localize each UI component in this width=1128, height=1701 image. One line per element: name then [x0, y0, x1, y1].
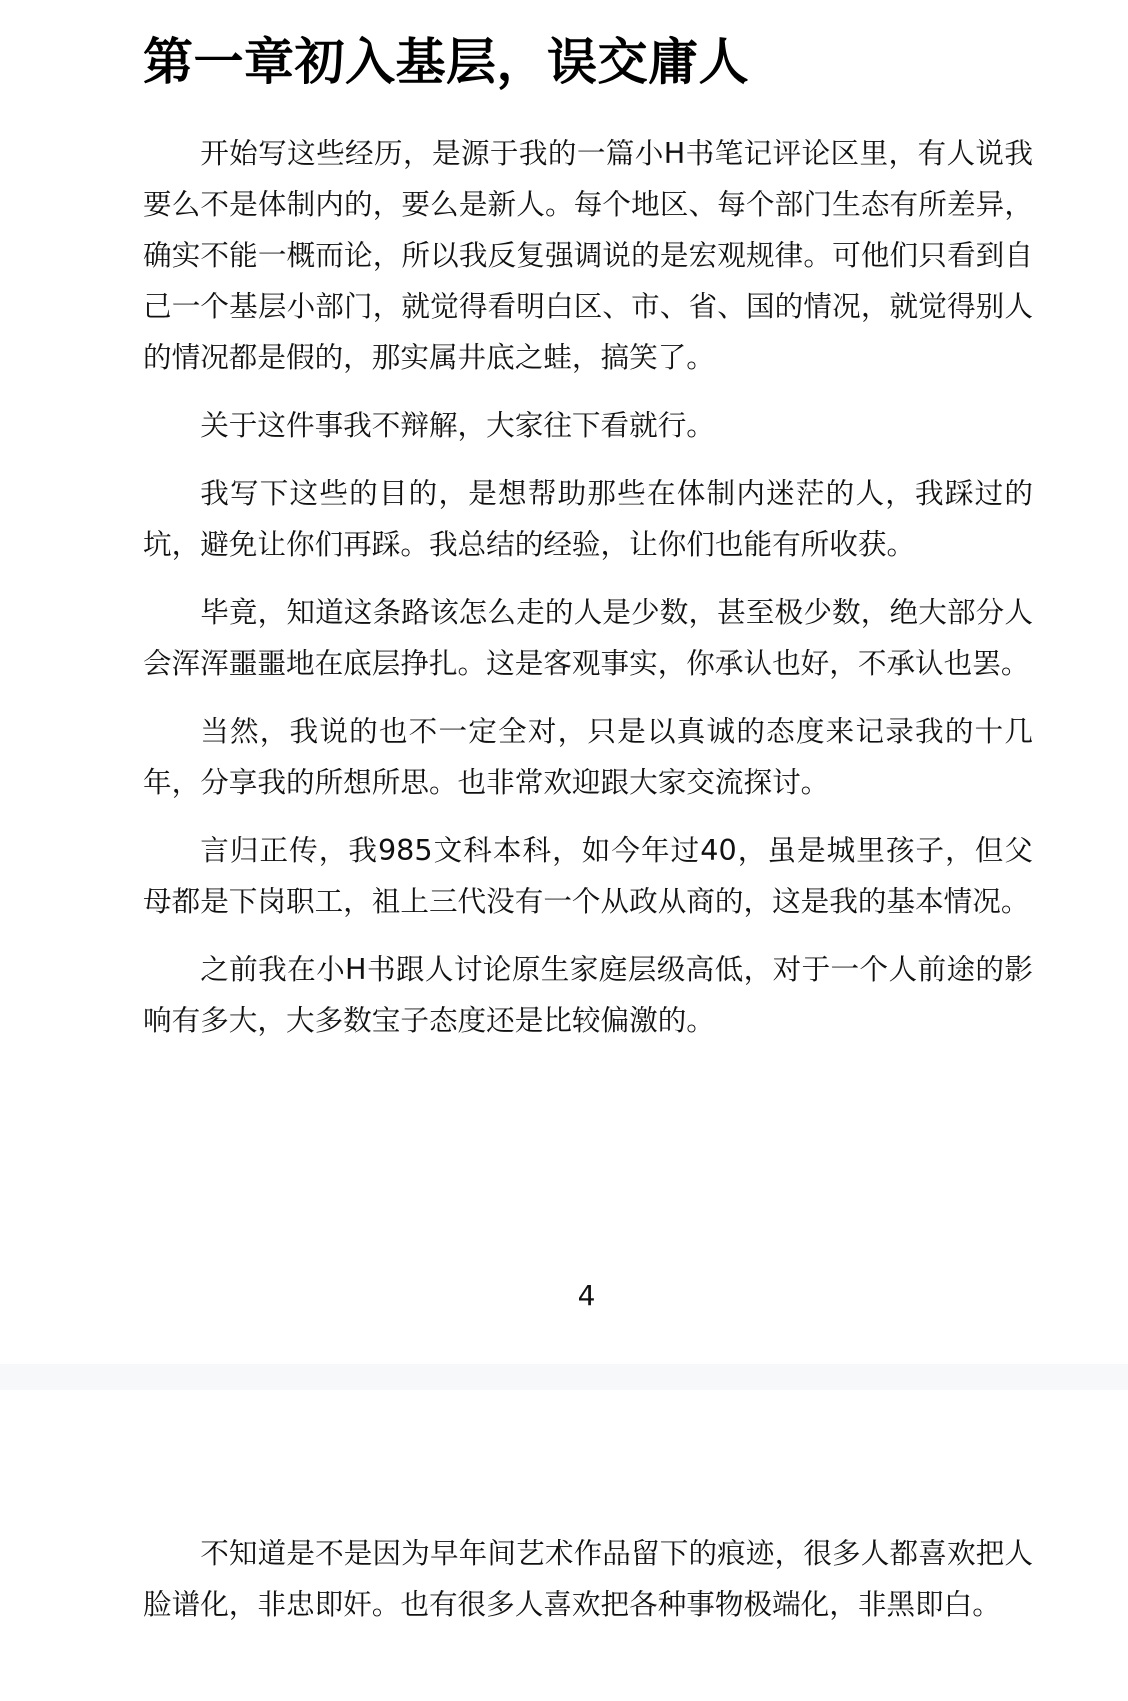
chapter-title: 第一章初入基层，误交庸人 — [143, 33, 749, 91]
paragraph: 我写下这些的目的，是想帮助那些在体制内迷茫的人，我踩过的坑，避免让你们再踩。我总结的经验，让你们也能有所收获。 — [143, 476, 1033, 561]
paragraph: 关于这件事我不辩解，大家往下看就行。 — [200, 408, 715, 442]
page-content — [143, 1528, 1033, 1647]
document-page-5 — [0, 1390, 1128, 1701]
paragraph: 不知道是不是因为早年间艺术作品留下的痕迹，很多人都喜欢把人脸谱化，非忠即奸。也有很多人喜欢把各种事物极端化，非黑即白。 — [143, 1536, 1033, 1621]
paragraph: 言归正传，我985文科本科，如今年过40，虽是城里孩子，但父母都是下岗职工，祖上三代没有一个从政从商的，这是我的基本情况。 — [143, 833, 1033, 918]
paragraph: 当然，我说的也不一定全对，只是以真诚的态度来记录我的十几年，分享我的所想所思。也非常欢迎跟大家交流探讨。 — [143, 714, 1033, 799]
paragraph: 毕竟，知道这条路该怎么走的人是少数，甚至极少数，绝大部分人会浑浑噩噩地在底层挣扎。这是客观事实，你承认也好，不承认也罢。 — [143, 595, 1033, 680]
paragraph: 之前我在小H书跟人讨论原生家庭层级高低，对于一个人前途的影响有多大，大多数宝子态度还是比较偏激的。 — [143, 952, 1033, 1037]
paragraph: 开始写这些经历，是源于我的一篇小H书笔记评论区里，有人说我要么不是体制内的，要么是新人。每个地区、每个部门生态有所差异，确实不能一概而论，所以我反复强调说的是宏观规律。可他们只看到自己一个基层小部门，就觉得看明白区、市、省、国的情况，就觉得别人的情况都是假的，那实属井底之蛙，搞笑了。 — [143, 136, 1033, 374]
page-separator — [0, 1364, 1128, 1390]
page-content — [143, 30, 1033, 1063]
page-number: 4 — [577, 1279, 596, 1312]
